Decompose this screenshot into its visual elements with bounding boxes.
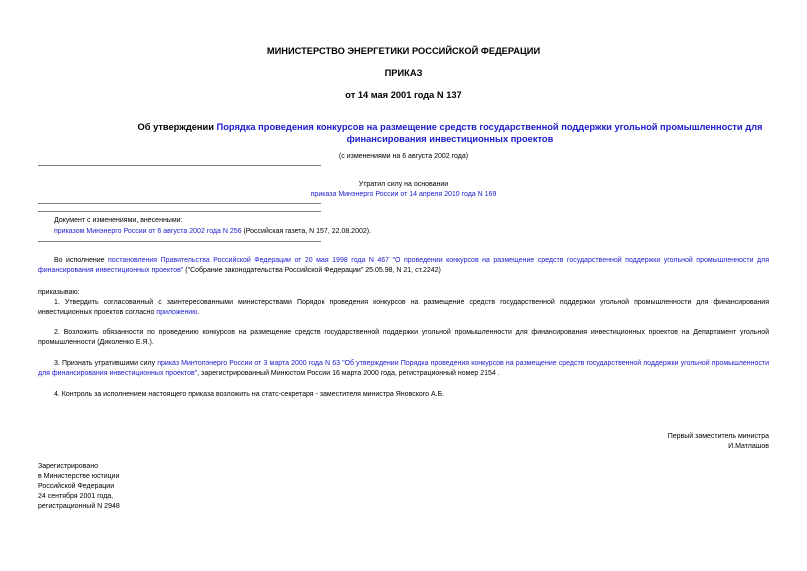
- signature-position: Первый заместитель министра: [667, 433, 769, 440]
- title-prefix: Об утверждении: [137, 122, 217, 132]
- title-link[interactable]: Порядка проведения конкурсов на размещение средств государственной поддержки угольной промышленности для финансирования инвестиционных проектов: [216, 122, 763, 144]
- divider: [38, 211, 321, 212]
- item-1: [38, 298, 769, 317]
- signature-name: И.Матлашов: [728, 443, 769, 450]
- item-1-text: 1. Утвердить согласованный с заинтересованными министерствами Порядок проведения конкурсов на размещение средств государственной поддержки угольной промышленности для финансирования инвестиционных проектов согласно: [38, 299, 769, 316]
- item-3: [38, 359, 769, 378]
- item-2: 2. Возложить обязанности по проведению конкурсов на размещение средств государственной поддержки угольной промышленности для финансирования инвестиционных проектов на Департамент угольной промышленности (Диколенко Е.Я.).: [38, 329, 769, 346]
- changes-line: [54, 227, 371, 237]
- preamble-link-title[interactable]: "О проведении конкурсов на размещение средств государственной поддержки угольной промышленности для финансирования инвестиционных проектов": [38, 257, 769, 274]
- preamble-suffix: ("Собрание законодательства Российской Федерации" 25.05.98, N 21, ст.2242): [183, 266, 441, 274]
- registration-line-3: Российской Федерации: [38, 483, 115, 490]
- item-4: 4. Контроль за исполнением настоящего приказа возложить на статс-секретаря - заместителя министра Яновского А.Б.: [54, 391, 445, 398]
- item-1-end: .: [197, 308, 200, 316]
- date-number-heading: от 14 мая 2001 года N 137: [345, 90, 462, 100]
- preamble-prefix: Во исполнение: [54, 257, 109, 264]
- ministry-heading: МИНИСТЕРСТВО ЭНЕРГЕТИКИ РОССИЙСКОЙ ФЕДЕРАЦИИ: [266, 46, 541, 56]
- registration-line-4: 24 сентября 2001 года,: [38, 493, 114, 500]
- lost-force-line: Утратил силу на основании: [358, 181, 449, 188]
- lost-force-link[interactable]: приказа Минэнерго России от 14 апреля 2010 года N 169: [310, 191, 497, 198]
- changes-link[interactable]: приказом Минэнерго России от 6 августа 2002 года N 256: [54, 228, 242, 235]
- document-title: [130, 121, 770, 145]
- divider: [38, 165, 321, 166]
- divider: [38, 241, 321, 242]
- preamble-link-decree[interactable]: постановления Правительства Российской Федерации от 20 мая 1998 года N 467: [108, 257, 390, 264]
- registration-line-1: Зарегистрировано: [38, 463, 98, 470]
- item-3-prefix: 3. Признать утратившими силу: [54, 360, 158, 367]
- item-3-link[interactable]: приказ Минтопэнерго России от 3 марта 2000 года N 63 "Об утверждении Порядка проведения конкурсов на размещение средств государственной поддержки угольной промышленности для финансирования инвестиционных проектов": [38, 360, 769, 377]
- registration-line-2: в Министерстве юстиции: [38, 473, 120, 480]
- amendments-note: (с изменениями на 6 августа 2002 года): [338, 153, 469, 160]
- registration-line-5: регистрационный N 2948: [38, 503, 120, 510]
- divider: [38, 203, 321, 204]
- item-3-suffix: , зарегистрированный Минюстом России 16 марта 2000 года, регистрационный номер 2154 .: [197, 369, 500, 377]
- appendix-link[interactable]: приложению: [156, 308, 198, 316]
- changes-suffix: (Российская газета, N 157, 22.08.2002).: [241, 228, 372, 235]
- doc-type-heading: ПРИКАЗ: [384, 68, 423, 78]
- order-word: приказываю:: [38, 289, 80, 296]
- preamble-paragraph: [38, 256, 769, 275]
- changes-label: Документ с изменениями, внесенными:: [54, 217, 183, 224]
